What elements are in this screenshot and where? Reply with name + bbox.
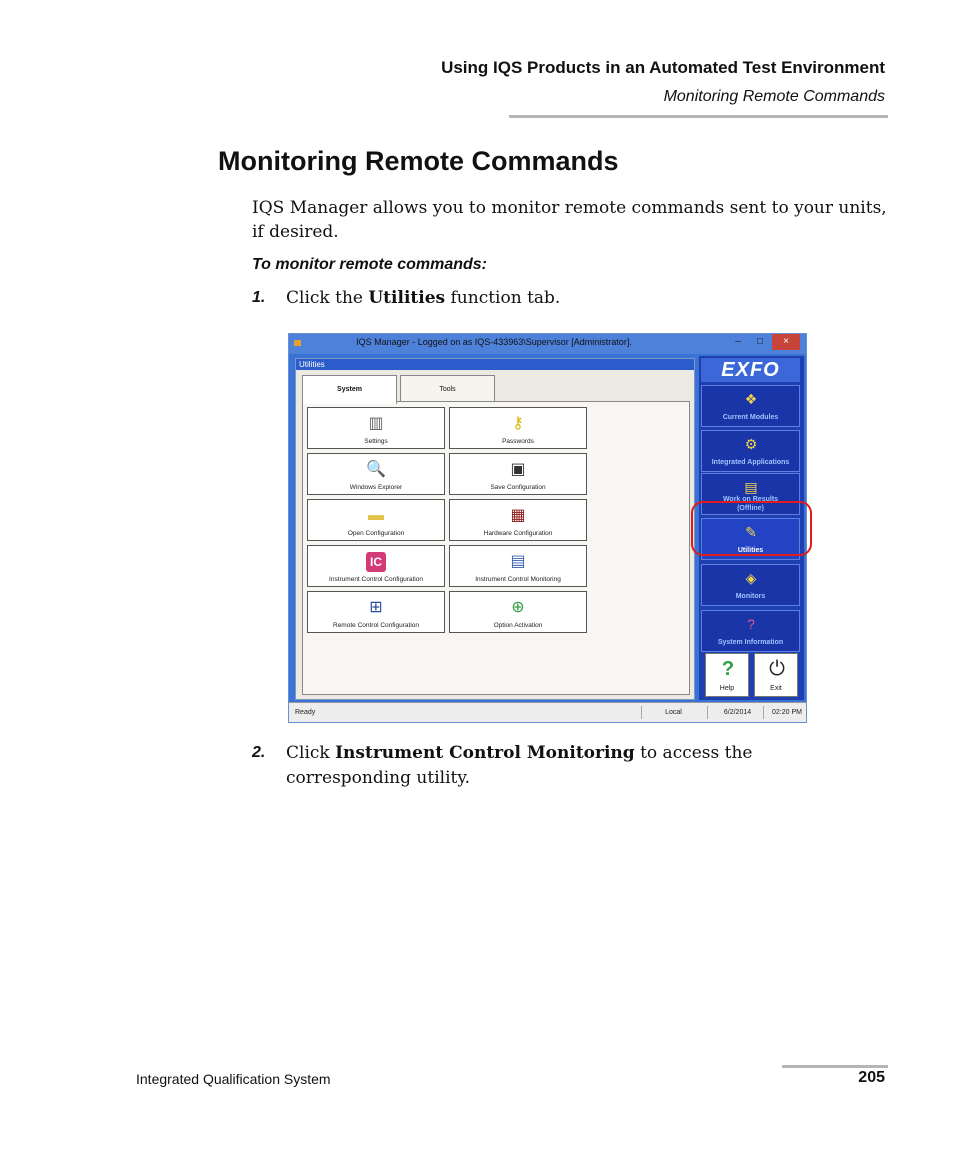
folder-icon: ▬	[368, 507, 384, 524]
tab-tools[interactable]: Tools	[400, 375, 495, 402]
minimize-button[interactable]: –	[735, 336, 741, 347]
utilities-icon: ✎	[745, 524, 757, 540]
instrument-control-configuration-label: Instrument Control Configuration	[329, 576, 423, 583]
option-activation-button[interactable]	[449, 591, 587, 633]
status-time: 02:20 PM	[763, 706, 806, 719]
procedure-title: To monitor remote commands:	[252, 256, 487, 273]
passwords-button[interactable]	[449, 407, 587, 449]
tab-system[interactable]: System	[302, 375, 397, 404]
settings-label: Settings	[364, 438, 388, 445]
open-configuration-label: Open Configuration	[347, 530, 405, 537]
instrument-control-monitoring-label: Instrument Control Monitoring	[475, 576, 561, 583]
monitor-icon: ▤	[510, 553, 526, 570]
settings-button[interactable]	[307, 407, 445, 449]
close-button[interactable]: ×	[772, 334, 800, 350]
footer-rule	[782, 1065, 888, 1068]
instrument-control-monitoring-button[interactable]	[449, 545, 587, 587]
power-icon: ⏻	[769, 658, 785, 680]
status-bar	[289, 702, 806, 723]
step-1-prefix: Click the	[286, 288, 369, 308]
sidebar-item-label: System Information	[717, 639, 784, 646]
page-heading: Monitoring Remote Commands	[218, 146, 619, 176]
status-mode: Local	[641, 706, 701, 719]
window-title: IQS Manager - Logged on as IQS-433963\Supervisor [Administrator].	[356, 337, 632, 347]
tab-content	[302, 401, 690, 695]
floppy-icon: ▣	[510, 461, 526, 478]
settings-icon: ▥	[368, 415, 384, 432]
save-configuration-button[interactable]	[449, 453, 587, 495]
help-icon: ?	[721, 658, 735, 680]
step-2-text	[286, 741, 876, 791]
step-2-number: 2.	[252, 744, 266, 761]
step-2-bold: Instrument Control Monitoring	[335, 743, 635, 763]
sidebar-item-label: Monitors	[735, 593, 766, 600]
remote-control-configuration-label: Remote Control Configuration	[333, 622, 419, 629]
step-1-text	[286, 286, 560, 311]
passwords-label: Passwords	[502, 438, 534, 445]
sidebar-item-current-modules[interactable]	[701, 385, 800, 427]
header-rule	[509, 115, 888, 118]
modules-icon: ❖	[744, 391, 758, 407]
maximize-button[interactable]: □	[756, 336, 764, 347]
magnifier-icon: 🔍	[366, 461, 386, 478]
utilities-panel	[295, 358, 695, 700]
exit-label: Exit	[770, 685, 782, 692]
network-icon: ⊞	[369, 599, 383, 616]
exit-button[interactable]	[754, 653, 798, 697]
open-configuration-button[interactable]	[307, 499, 445, 541]
status-date: 6/2/2014	[707, 706, 763, 719]
results-icon: ▤	[744, 479, 758, 495]
window-titlebar	[289, 334, 806, 354]
status-ready: Ready	[295, 709, 316, 716]
windows-explorer-label: Windows Explorer	[349, 484, 403, 491]
hardware-icon: ▦	[510, 507, 526, 524]
sidebar-item-sublabel: (Offline)	[737, 505, 764, 512]
footer-product: Integrated Qualification System	[136, 1071, 331, 1087]
save-configuration-label: Save Configuration	[490, 484, 546, 491]
activation-icon: ⊕	[511, 599, 525, 616]
help-button[interactable]	[705, 653, 749, 697]
windows-explorer-button[interactable]	[307, 453, 445, 495]
step-2-suffix: to access the corresponding utility.	[286, 743, 753, 788]
chapter-title: Using IQS Products in an Automated Test Environment	[441, 58, 885, 77]
hardware-configuration-button[interactable]	[449, 499, 587, 541]
section-title: Monitoring Remote Commands	[663, 88, 885, 105]
page-number: 205	[858, 1069, 885, 1086]
option-activation-label: Option Activation	[493, 622, 543, 629]
sidebar-item-integrated-applications[interactable]	[701, 430, 800, 472]
hardware-configuration-label: Hardware Configuration	[483, 530, 553, 537]
key-icon: ⚷	[512, 415, 524, 432]
sidebar-item-label: Utilities	[737, 547, 764, 554]
sidebar-item-monitors[interactable]	[701, 564, 800, 606]
step-1-bold: Utilities	[368, 288, 446, 308]
remote-control-configuration-button[interactable]	[307, 591, 445, 633]
intro-paragraph: IQS Manager allows you to monitor remote commands sent to your units, if desired.	[252, 198, 887, 242]
exfo-logo: EXFO	[701, 358, 800, 382]
ic-icon: IC	[366, 552, 386, 572]
step-2-prefix: Click	[286, 743, 336, 763]
help-label: Help	[719, 685, 735, 692]
apps-icon: ⚙	[744, 436, 758, 452]
sidebar-item-system-information[interactable]	[701, 610, 800, 652]
step-1-number: 1.	[252, 289, 266, 306]
sidebar-item-label: Current Modules	[722, 414, 779, 421]
instrument-control-configuration-button[interactable]	[307, 545, 445, 587]
sidebar-item-label: Integrated Applications	[711, 459, 790, 466]
monitors-icon: ◈	[745, 570, 757, 586]
info-icon: ?	[747, 616, 755, 632]
sidebar-item-label: Work on Results	[722, 496, 779, 503]
utilities-highlight-circle	[691, 501, 812, 556]
step-1-suffix: function tab.	[445, 288, 561, 308]
panel-header: Utilities	[296, 359, 694, 370]
